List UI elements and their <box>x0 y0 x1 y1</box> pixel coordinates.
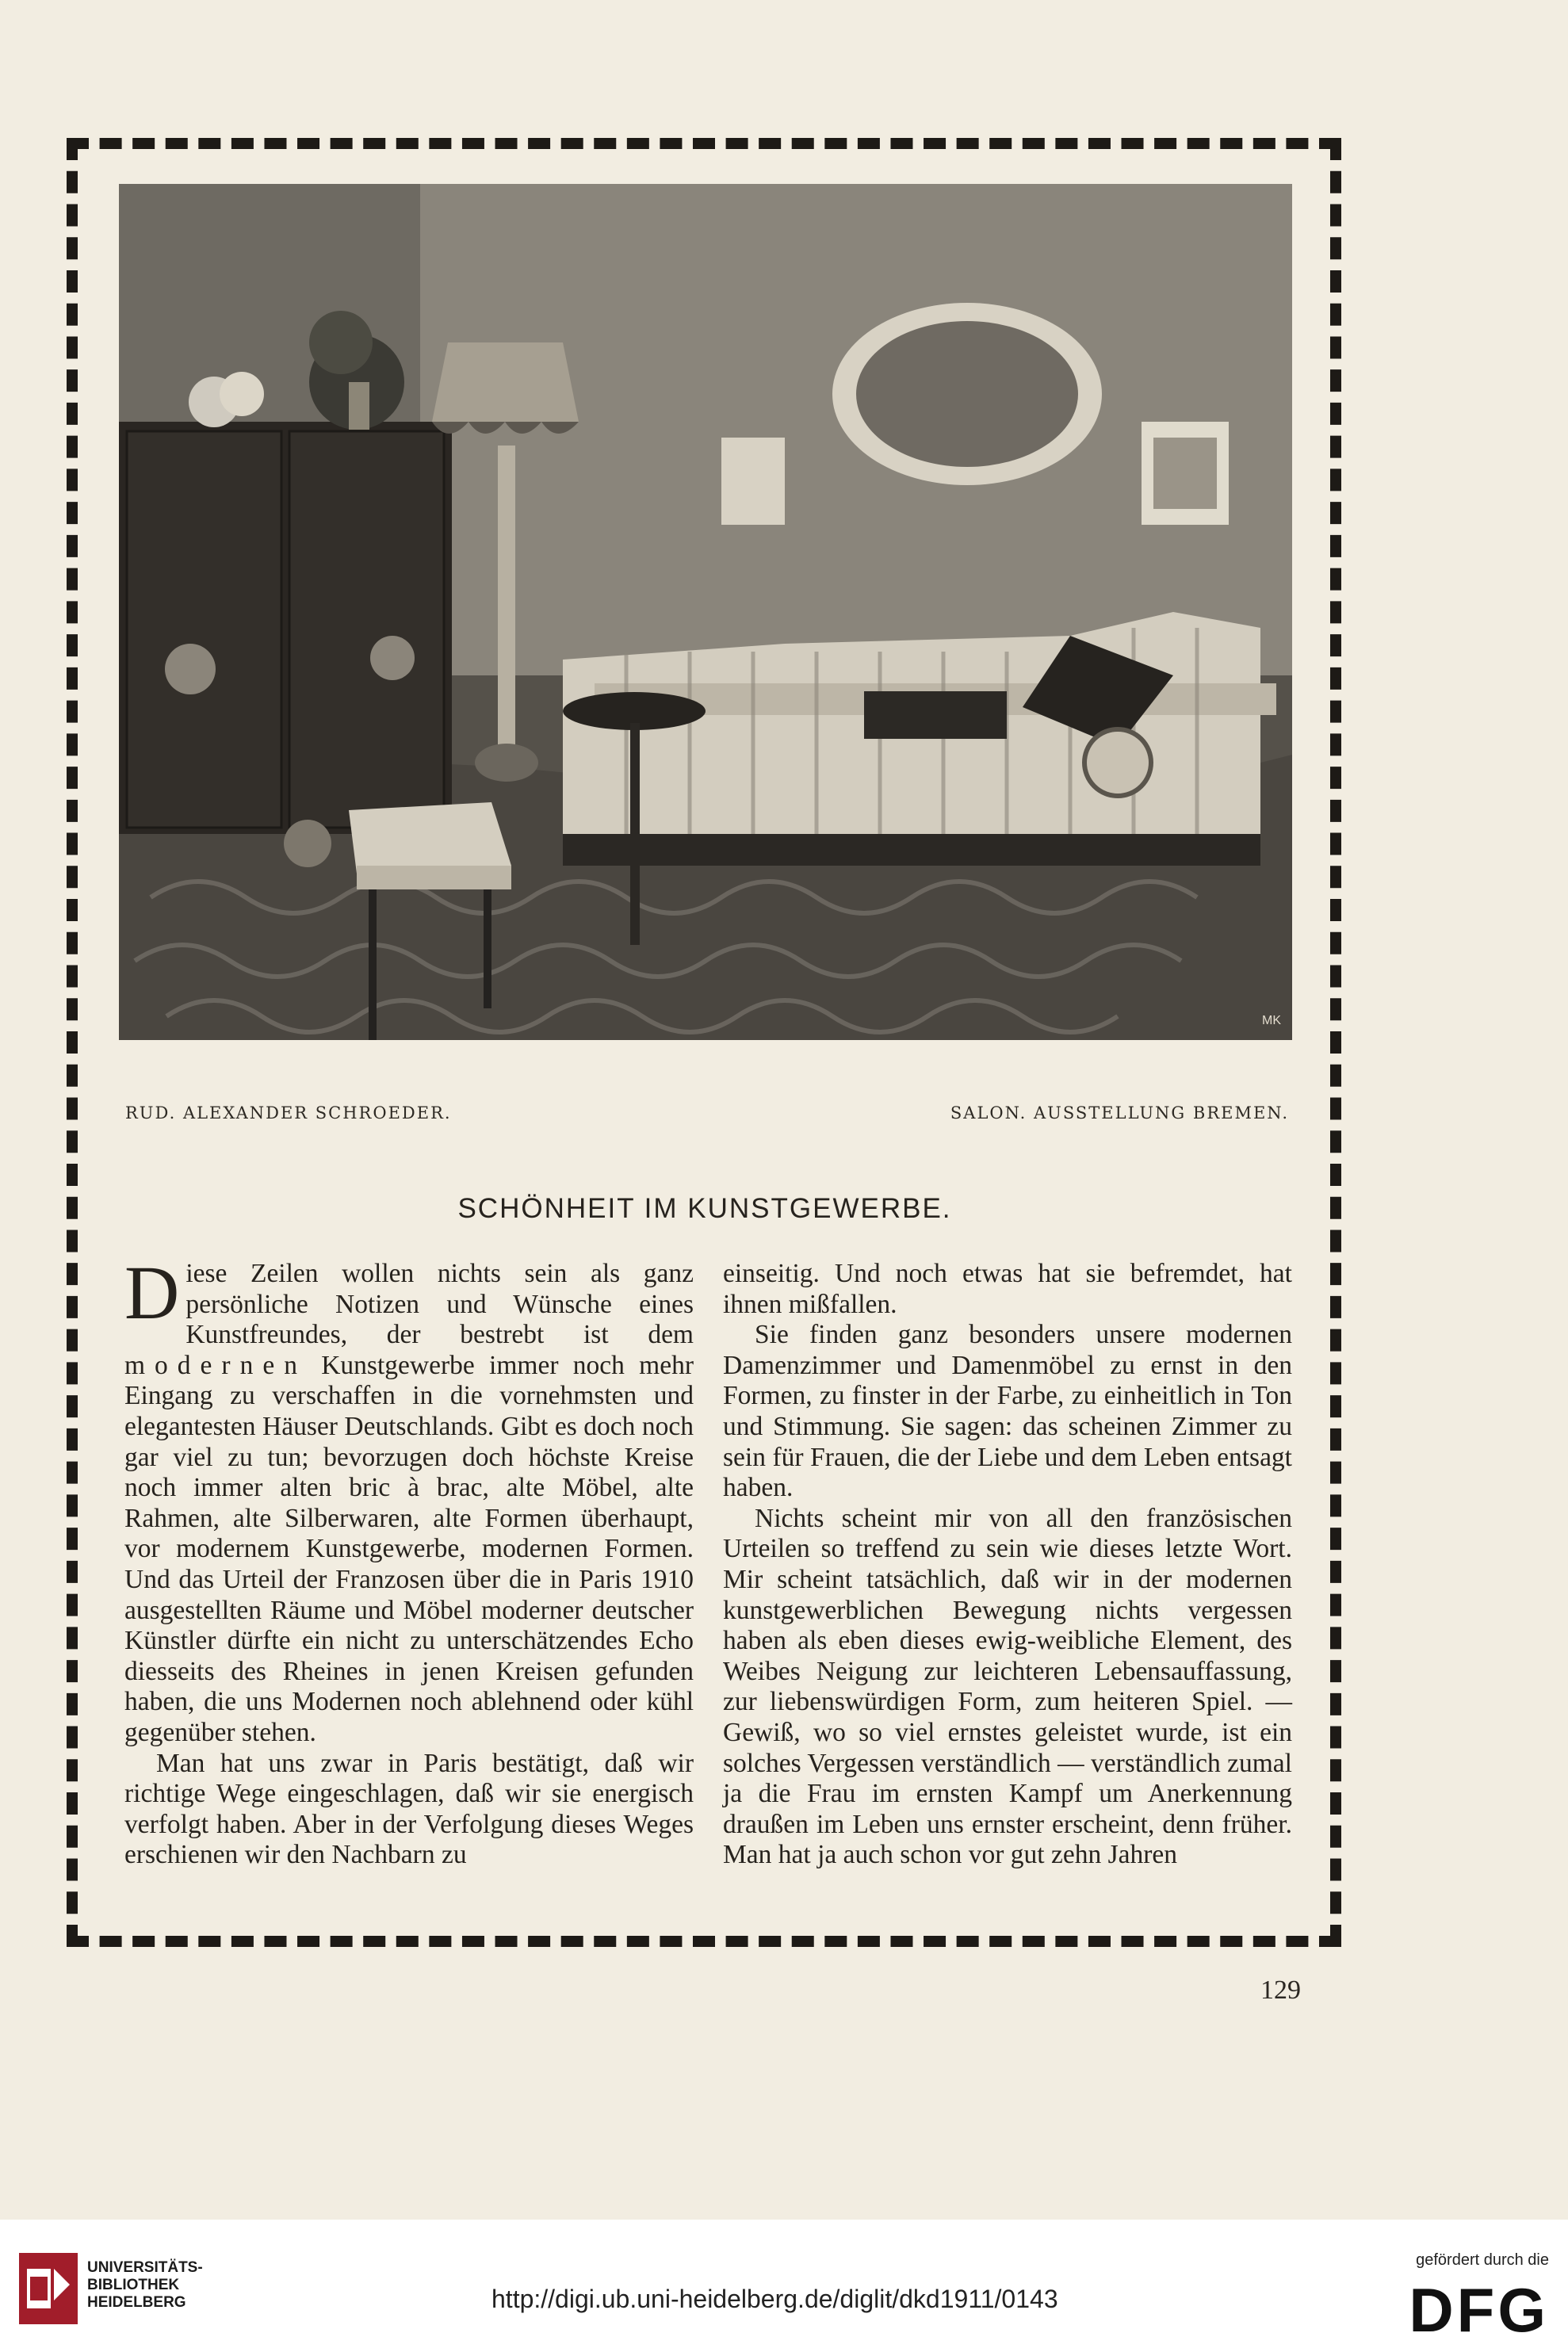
permalink[interactable]: http://digi.ub.uni-heidelberg.de/diglit/dkd1911/0143 <box>491 2285 1058 2313</box>
paragraph-1-emphasis: modernen <box>124 1350 307 1380</box>
paragraph-4: Sie finden ganz besonders unsere modernen Damenzimmer und Damenmöbel zu ernst in den Formen, zu finster in der Farbe, zu einheitlich in Ton und Stimmung. Sie sagen: das scheinen Zimmer zu sein für Frauen, die der Liebe und dem Leben entsagt haben. <box>723 1320 1292 1503</box>
drop-cap: D <box>124 1250 180 1335</box>
library-line-3: HEIDELBERG <box>87 2294 186 2311</box>
dfg-logo[interactable]: DFG <box>1409 2275 1549 2345</box>
paragraph-1-end: Kunstgewerbe immer noch mehr Eingang zu verschaffen in die vornehmsten und elegantesten Häuser Deutschlands. Gibt es doch noch gar viel zu tun; bevorzugen doch höchste Kreise noch immer alten bric à brac, alte Möbel, alte Rahmen, alte Silberwaren, alte Formen überhaupt, vor modernem Kunstgewerbe, modernen Formen. Und das Urteil der Franzosen über die in Paris 1910 ausgestellten Räume und Möbel moderner deutscher Künstler dürfte ein nicht zu unterschätzendes Echo diesseits des Rheines in jenen Kreisen gefunden haben, die uns Modernen noch ablehnend oder kühl gegenüber stehen. <box>124 1350 694 1747</box>
article-title: SCHÖNHEIT IM KUNSTGEWERBE. <box>457 1193 952 1224</box>
paragraph-5: Nichts scheint mir von all den französischen Urteilen so treffend zu sein wie dieses letzte Wort. Mir scheint tatsächlich, daß wir in der modernen kunstgewerblichen Bewegung nichts vergessen haben als eben dieses ewig-weibliche Element, des Weibes Neigung zur leichteren Lebensauffassung, zur liebenswürdigen Form, zum heiteren Spiel. — Gewiß, wo so viel ernstes geleistet wurde, ist ein solches Vergessen verständlich — verständlich zumal ja die Frau im ernsten Kampf um Anerkennung draußen im Leben uns ernster erscheint, denn früher. Man hat ja auch schon vor gut zehn Jahren <box>723 1503 1292 1870</box>
caption-title: SALON. AUSSTELLUNG BREMEN. <box>950 1103 1289 1122</box>
funding-note: gefördert durch die <box>1416 2251 1549 2269</box>
text-column-left <box>124 1250 694 1871</box>
paragraph-2: Man hat uns zwar in Paris bestätigt, daß wir richtige Wege eingeschlagen, daß wir sie energisch verfolgt haben. Aber in der Verfolgung dieses Weges erschienen wir den Nachbarn zu <box>124 1748 694 1870</box>
library-name <box>87 2259 203 2312</box>
library-line-2: BIBLIOTHEK <box>87 2277 180 2293</box>
paragraph-3: einseitig. Und noch etwas hat sie befremdet, hat ihnen mißfallen. <box>723 1259 1292 1319</box>
paragraph-1-start: iese Zeilen wollen nichts sein als ganz persönliche Notizen und Wünsche eines Kunstfreundes, der bestrebt ist dem <box>185 1259 694 1350</box>
university-library-logo[interactable] <box>19 2253 78 2324</box>
salon-illustration <box>119 184 1292 1040</box>
caption-artist: RUD. ALEXANDER SCHROEDER. <box>125 1103 452 1122</box>
salon-photograph <box>119 184 1292 1040</box>
digitization-footer <box>0 2220 1568 2352</box>
paragraph-1 <box>124 1250 694 1749</box>
text-column-right <box>723 1259 1292 1871</box>
photo-monogram: MK <box>1262 1014 1281 1027</box>
library-line-1: UNIVERSITÄTS- <box>87 2259 203 2276</box>
page-number: 129 <box>1260 1975 1301 2005</box>
